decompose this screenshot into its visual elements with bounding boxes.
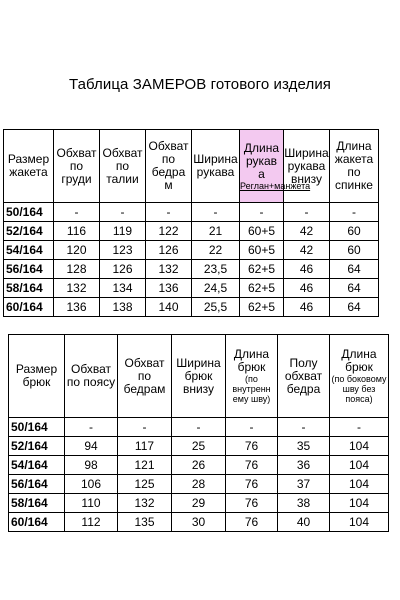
pants-header-half-hip: Полу обхват бедра — [278, 335, 330, 418]
table-cell: 123 — [100, 241, 146, 260]
table-cell: 60 — [330, 222, 379, 241]
jacket-header-waist: Обхват по талии — [100, 130, 146, 203]
size-cell: 56/164 — [9, 475, 65, 494]
table-cell: 22 — [192, 241, 240, 260]
table-cell: 126 — [146, 241, 192, 260]
size-cell: 54/164 — [9, 456, 65, 475]
table-row — [9, 456, 389, 475]
table-cell: 110 — [65, 494, 118, 513]
size-cell: 56/164 — [4, 260, 54, 279]
table-row — [9, 513, 389, 532]
table-row — [4, 222, 379, 241]
table-cell: 122 — [146, 222, 192, 241]
size-cell: 52/164 — [4, 222, 54, 241]
table-cell: - — [278, 418, 330, 437]
table-cell: 117 — [118, 437, 172, 456]
table-cell: 46 — [284, 260, 330, 279]
table-cell: - — [118, 418, 172, 437]
sleeve-length-note: Реглан+манжета — [240, 180, 311, 191]
table-cell: 28 — [172, 475, 226, 494]
table-cell: 120 — [54, 241, 100, 260]
table-cell: 36 — [278, 456, 330, 475]
table-cell: 121 — [118, 456, 172, 475]
table-cell: 76 — [226, 513, 278, 532]
table-cell: 26 — [172, 456, 226, 475]
page-title: Таблица ЗАМЕРОВ готового изделия — [68, 76, 332, 93]
pants-header-row — [9, 335, 389, 418]
table-cell: 29 — [172, 494, 226, 513]
table-cell: 46 — [284, 298, 330, 317]
table-cell: 60+5 — [240, 241, 284, 260]
size-cell: 58/164 — [9, 494, 65, 513]
size-cell: 60/164 — [9, 513, 65, 532]
table-cell: 76 — [226, 456, 278, 475]
table-cell: 60+5 — [240, 222, 284, 241]
table-cell: 104 — [330, 437, 389, 456]
jacket-header-row — [4, 130, 379, 203]
table-cell: 76 — [226, 437, 278, 456]
pants-header-size: Размер брюк — [9, 335, 65, 418]
table-cell: 136 — [54, 298, 100, 317]
table-cell: 112 — [65, 513, 118, 532]
table-cell: 60 — [330, 241, 379, 260]
table-cell: 104 — [330, 456, 389, 475]
size-cell: 58/164 — [4, 279, 54, 298]
table-cell: - — [100, 203, 146, 222]
table-row — [9, 437, 389, 456]
table-row — [4, 241, 379, 260]
table-cell: - — [54, 203, 100, 222]
jacket-header-back-length: Длина жакета по спинке — [330, 130, 379, 203]
table-cell: - — [240, 203, 284, 222]
table-cell: 62+5 — [240, 260, 284, 279]
table-cell: 116 — [54, 222, 100, 241]
table-cell: 138 — [100, 298, 146, 317]
table-cell: 132 — [146, 260, 192, 279]
table-cell: 42 — [284, 241, 330, 260]
size-cell: 50/164 — [9, 418, 65, 437]
table-cell: 25 — [172, 437, 226, 456]
jacket-header-sleeve-length: Длина рукав а Реглан+манжета — [240, 130, 284, 203]
table-row — [4, 203, 379, 222]
side-seam-note: (по боковому шву без пояса) — [331, 374, 387, 404]
table-cell: 134 — [100, 279, 146, 298]
table-cell: 125 — [118, 475, 172, 494]
table-cell: 30 — [172, 513, 226, 532]
table-cell: - — [65, 418, 118, 437]
jacket-header-chest: Обхват по груди — [54, 130, 100, 203]
table-cell: 23,5 — [192, 260, 240, 279]
table-cell: 62+5 — [240, 279, 284, 298]
table-cell: 42 — [284, 222, 330, 241]
jacket-header-sleeve-width: Ширина рукава — [192, 130, 240, 203]
table-cell: - — [192, 203, 240, 222]
table-row — [4, 298, 379, 317]
table-cell: 140 — [146, 298, 192, 317]
table-cell: 21 — [192, 222, 240, 241]
table-cell: 64 — [330, 279, 379, 298]
table-cell: - — [330, 418, 389, 437]
table-cell: 104 — [330, 494, 389, 513]
pants-header-hips: Обхват по бедрам — [118, 335, 172, 418]
table-cell: 46 — [284, 279, 330, 298]
table-cell: 136 — [146, 279, 192, 298]
jacket-header-hips: Обхват по бедра м — [146, 130, 192, 203]
table-cell: 38 — [278, 494, 330, 513]
table-cell: 64 — [330, 298, 379, 317]
table-cell: - — [146, 203, 192, 222]
table-cell: 24,5 — [192, 279, 240, 298]
table-row — [9, 418, 389, 437]
table-cell: - — [172, 418, 226, 437]
pants-header-waist: Обхват по поясу — [65, 335, 118, 418]
pants-measurements-table — [8, 334, 389, 532]
inseam-note: (по внутренн ему шву) — [232, 374, 271, 404]
size-cell: 50/164 — [4, 203, 54, 222]
table-cell: 35 — [278, 437, 330, 456]
table-cell: 64 — [330, 260, 379, 279]
size-cell: 60/164 — [4, 298, 54, 317]
table-cell: 76 — [226, 475, 278, 494]
table-cell: 106 — [65, 475, 118, 494]
table-cell: 132 — [54, 279, 100, 298]
table-cell: 62+5 — [240, 298, 284, 317]
table-row — [9, 475, 389, 494]
table-cell: 76 — [226, 494, 278, 513]
table-row — [4, 279, 379, 298]
table-row — [4, 260, 379, 279]
table-cell: 98 — [65, 456, 118, 475]
jacket-measurements-table — [3, 129, 379, 317]
table-cell: 126 — [100, 260, 146, 279]
table-cell: 132 — [118, 494, 172, 513]
table-cell: 25,5 — [192, 298, 240, 317]
size-cell: 54/164 — [4, 241, 54, 260]
size-cell: 52/164 — [9, 437, 65, 456]
table-row — [9, 494, 389, 513]
table-cell: - — [284, 203, 330, 222]
table-cell: 104 — [330, 513, 389, 532]
table-cell: 104 — [330, 475, 389, 494]
table-cell: - — [226, 418, 278, 437]
table-cell: 94 — [65, 437, 118, 456]
table-cell: 40 — [278, 513, 330, 532]
pants-header-inseam-length: Длина брюк (по внутренн ему шву) — [226, 335, 278, 418]
jacket-header-size: Размер жакета — [4, 130, 54, 203]
table-cell: - — [330, 203, 379, 222]
pants-header-bottom-width: Ширина брюк внизу — [172, 335, 226, 418]
table-cell: 135 — [118, 513, 172, 532]
table-cell: 119 — [100, 222, 146, 241]
table-cell: 37 — [278, 475, 330, 494]
table-cell: 128 — [54, 260, 100, 279]
pants-header-side-length: Длина брюк (по боковому шву без пояса) — [330, 335, 389, 418]
jacket-header-sleeve-bottom: Ширина рукава внизу — [284, 130, 330, 203]
